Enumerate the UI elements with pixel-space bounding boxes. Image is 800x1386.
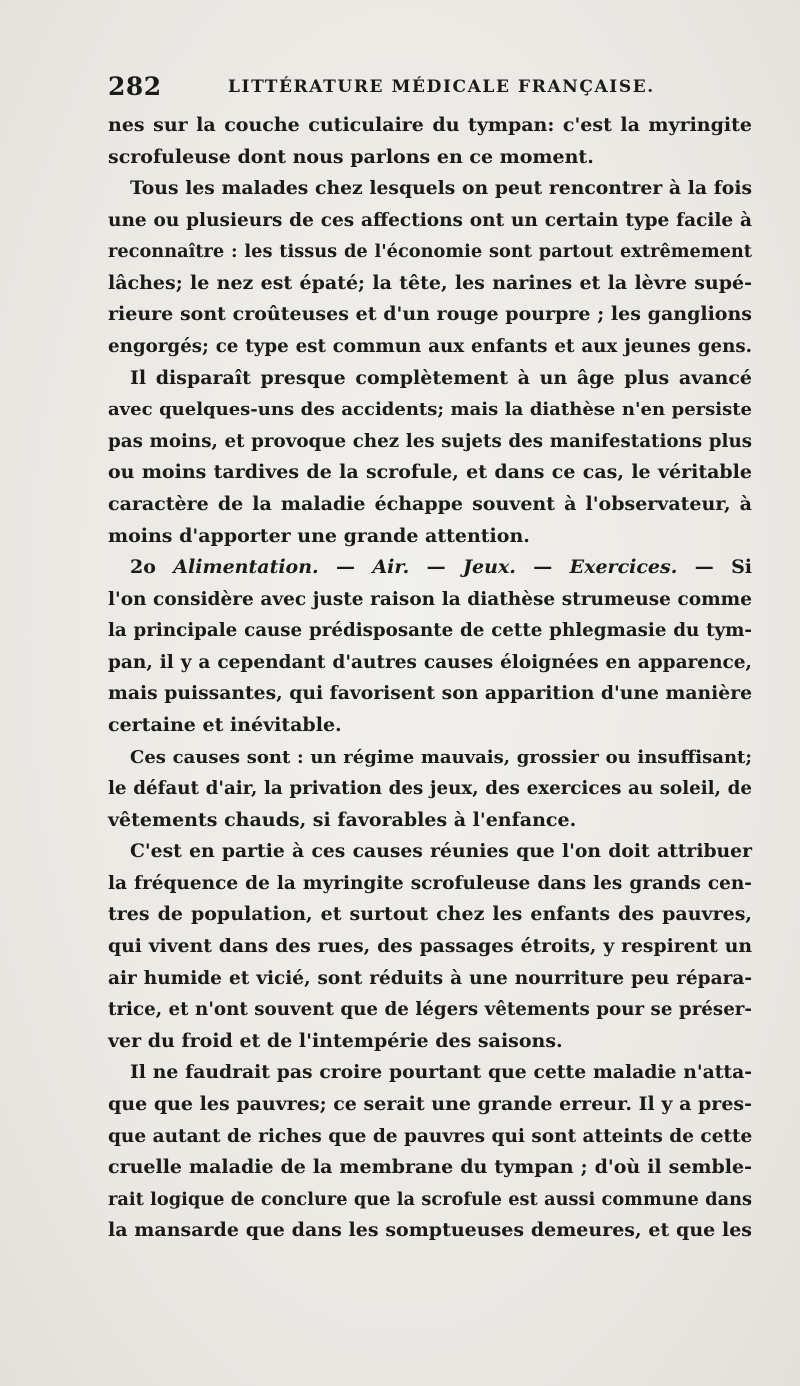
text-line: Il ne faudrait pas croire pourtant que cette maladie n'atta- (130, 1061, 752, 1084)
text-line: qui vivent dans des rues, des passages étroits, y respirent un (108, 935, 752, 958)
text-line: reconnaître : les tissus de l'économie sont partout extrêmement (108, 241, 752, 263)
text-line: la principale cause prédisposante de cette phlegmasie du tym- (108, 620, 752, 642)
text-line: C'est en partie à ces causes réunies que l'on doit attribuer (130, 840, 752, 863)
text-line: la mansarde que dans les somptueuses demeures, et que les (108, 1219, 752, 1242)
running-title: LITTÉRATURE MÉDICALE FRANÇAISE. (228, 77, 655, 97)
text-line: air humide et vicié, sont réduits à une nourriture peu répara- (108, 967, 752, 989)
text-line: ver du froid et de l'intempérie des saisons. (108, 1029, 563, 1052)
page-number: 282 (108, 72, 162, 101)
section-item-exercices: Exercices. (569, 556, 678, 579)
text-line: avec quelques-uns des accidents; mais la diathèse n'en persiste (108, 399, 752, 421)
section-number: 2o (130, 556, 156, 579)
section-item-alimentation: Alimentation. (173, 556, 319, 579)
text-line: cruelle maladie de la membrane du tympan ; d'où il semble- (108, 1156, 752, 1179)
section-dash: — (409, 556, 464, 579)
text-line: lâches; le nez est épaté; la tête, les narines et la lèvre supé- (108, 271, 752, 294)
page-header (108, 72, 692, 106)
text-line: certaine et inévitable. (108, 713, 342, 736)
section-item-air: Air. (372, 556, 410, 579)
text-line: nes sur la couche cuticulaire du tympan: c'est la myringite (108, 114, 752, 136)
section-heading-line (108, 552, 752, 584)
text-line: le défaut d'air, la privation des jeux, des exercices au soleil, de (108, 778, 752, 800)
body-text (108, 110, 752, 1247)
text-line: vêtements chauds, si favorables à l'enfance. (108, 808, 577, 831)
text-line: la fréquence de la myringite scrofuleuse dans les grands cen- (108, 872, 752, 894)
text-line: l'on considère avec juste raison la diathèse strumeuse comme (108, 588, 752, 610)
text-line: que autant de riches que de pauvres qui sont atteints de cette (108, 1125, 753, 1147)
text-line: caractère de la maladie échappe souvent à l'observateur, à (108, 492, 752, 515)
text-line: rait logique de conclure que la scrofule est aussi commune dans (108, 1188, 752, 1210)
text-line: Tous les malades chez lesquels on peut rencontrer à la fois (130, 177, 752, 200)
text-line: que que les pauvres; ce serait une grande erreur. Il y a pres- (108, 1092, 752, 1115)
text-line: Il disparaît presque complètement à un âge plus avancé (130, 366, 752, 389)
text-line: scrofuleuse dont nous parlons en ce moment. (108, 145, 594, 168)
text-line: rieure sont croûteuses et d'un rouge pourpre ; les ganglions (108, 303, 752, 326)
section-dash-si: — Si (677, 556, 753, 579)
section-dash: — (318, 556, 373, 579)
text-line: une ou plusieurs de ces affections ont un certain type facile à (108, 209, 752, 231)
section-dash: — (515, 556, 570, 579)
section-item-jeux: Jeux. (463, 556, 516, 579)
text-line: pas moins, et provoque chez les sujets des manifestations plus (108, 430, 752, 452)
text-line: mais puissantes, qui favorisent son apparition d'une manière (108, 682, 752, 705)
text-line: ou moins tardives de la scrofule, et dans ce cas, le véritable (108, 461, 752, 484)
text-line: moins d'apporter une grande attention. (108, 524, 530, 547)
text-line: trice, et n'ont souvent que de légers vêtements pour se préser- (108, 999, 752, 1021)
text-line: engorgés; ce type est commun aux enfants et aux jeunes gens. (108, 336, 752, 358)
text-line: pan, il y a cependant d'autres causes éloignées en apparence, (108, 651, 752, 673)
text-line: Ces causes sont : un régime mauvais, grossier ou insuffisant; (130, 746, 752, 768)
text-line: tres de population, et surtout chez les enfants des pauvres, (108, 903, 752, 926)
